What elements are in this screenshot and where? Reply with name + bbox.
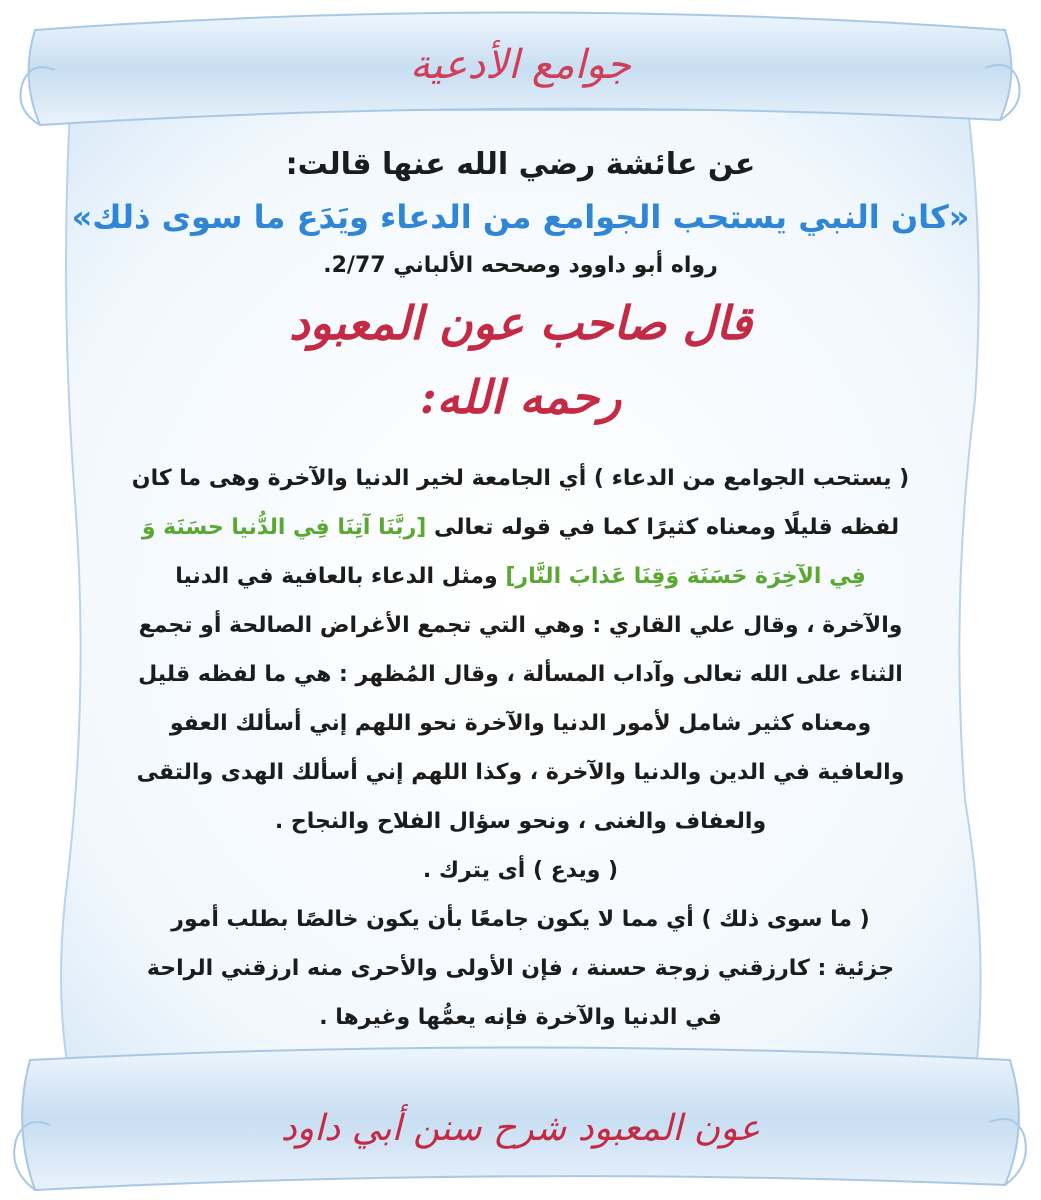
hadith-text: «كان النبي يستحب الجوامع من الدعاء ويَدَع ما سوى ذلك» <box>71 198 970 236</box>
commentary-line: ( يستحب الجوامع من الدعاء ) أي الجامعة لخير الدنيا والآخرة وهى ما كان <box>131 466 910 491</box>
commentary-heading-line1: قال صاحب عون المعبود <box>289 296 752 350</box>
page-title: جوامع الأدعية <box>409 42 632 88</box>
quran-verse-part1: [ربَّنَا آتِنَا فِي الدُّنيا حسَنَة وَ <box>141 515 427 540</box>
commentary-line <box>70 503 971 552</box>
commentary-line: والعافية في الدين والدنيا والآخرة ، وكذا اللهم إني أسألك الهدى والتقى <box>136 760 905 785</box>
commentary-line <box>70 552 971 601</box>
commentary-line: ( ويدع ) أى يترك . <box>422 858 619 883</box>
commentary-line: جزئية : كارزقني زوجة حسنة ، فإن الأولى والأحرى منه ارزقني الراحة <box>146 956 895 981</box>
quran-verse-part2: فِي الآخِرَة حَسَنَة وَقِنَا عَذابَ النَّار] <box>505 564 866 589</box>
book-title-footer: عون المعبود شرح سنن أبي داود <box>280 1108 761 1149</box>
commentary-text <box>60 454 981 1042</box>
commentary-line-text: ومثل الدعاء بالعافية في الدنيا <box>175 564 498 589</box>
commentary-line: والعفاف والغنى ، ونحو سؤال الفلاح والنجاح . <box>274 809 767 834</box>
commentary-line: والآخرة ، وقال علي القاري : وهي التي تجمع الأغراض الصالحة أو تجمع <box>138 613 903 638</box>
commentary-heading-line2: رحمه الله: <box>419 370 622 424</box>
hadith-source: رواه أبو داوود وصححه الألباني 2/77. <box>323 253 718 278</box>
content-body <box>60 142 981 1042</box>
commentary-line: في الدنيا والآخرة فإنه يعمُّها وغيرها . <box>319 1005 722 1030</box>
commentary-line-text: لفظه قليلًا ومعناه كثيرًا كما في قوله تعالى <box>433 515 900 540</box>
commentary-line: ومعناه كثير شامل لأمور الدنيا والآخرة نحو اللهم إني أسألك العفو <box>169 711 872 736</box>
commentary-line: الثناء على الله تعالى وآداب المسألة ، وقال المُظهر : هي ما لفظه قليل <box>138 662 903 687</box>
hadith-intro: عن عائشة رضي الله عنها قالت: <box>285 147 756 182</box>
commentary-heading <box>60 286 981 434</box>
commentary-line: ( ما سوى ذلك ) أي مما لا يكون جامعًا بأن يكون خالصًا بطلب أمور <box>171 907 870 932</box>
